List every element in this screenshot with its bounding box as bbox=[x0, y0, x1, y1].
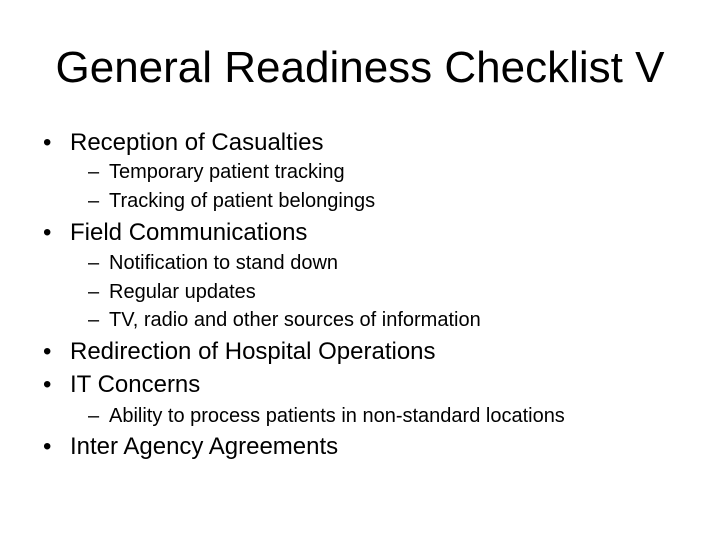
bullet-item-redirection-of-hospital-operations bbox=[43, 338, 436, 366]
dash-icon: – bbox=[88, 309, 100, 331]
subitem-text: Ability to process patients in non-standard locations bbox=[109, 405, 565, 427]
subitem-tv-radio-sources bbox=[88, 308, 481, 332]
bullet-text: Reception of Casualties bbox=[70, 129, 324, 156]
bullet-icon: • bbox=[43, 371, 52, 398]
bullet-item-it-concerns bbox=[43, 371, 200, 399]
bullet-icon: • bbox=[43, 219, 52, 246]
bullet-icon: • bbox=[43, 338, 52, 365]
dash-icon: – bbox=[88, 190, 100, 212]
bullet-text: Redirection of Hospital Operations bbox=[70, 338, 436, 365]
subitem-text: Tracking of patient belongings bbox=[109, 190, 376, 212]
dash-icon: – bbox=[88, 281, 100, 303]
dash-icon: – bbox=[88, 405, 100, 427]
subitem-text: Notification to stand down bbox=[109, 252, 339, 274]
bullet-item-field-communications bbox=[43, 219, 307, 247]
slide-title: General Readiness Checklist V bbox=[55, 43, 665, 92]
bullet-text: Inter Agency Agreements bbox=[70, 433, 339, 460]
subitem-text: TV, radio and other sources of information bbox=[109, 309, 481, 331]
subitem-ability-to-process-patients bbox=[88, 404, 565, 428]
subitem-notification-to-stand-down bbox=[88, 251, 338, 275]
bullet-icon: • bbox=[43, 129, 52, 156]
bullet-text: IT Concerns bbox=[70, 371, 201, 398]
dash-icon: – bbox=[88, 252, 100, 274]
bullet-icon: • bbox=[43, 433, 52, 460]
dash-icon: – bbox=[88, 161, 100, 183]
subitem-text: Regular updates bbox=[109, 281, 256, 303]
subitem-tracking-of-patient-belongings bbox=[88, 189, 375, 213]
subitem-regular-updates bbox=[88, 280, 256, 304]
bullet-item-reception-of-casualties bbox=[43, 129, 323, 157]
bullet-item-inter-agency-agreements bbox=[43, 433, 338, 461]
subitem-temporary-patient-tracking bbox=[88, 160, 345, 184]
bullet-text: Field Communications bbox=[70, 219, 308, 246]
subitem-text: Temporary patient tracking bbox=[109, 161, 345, 183]
